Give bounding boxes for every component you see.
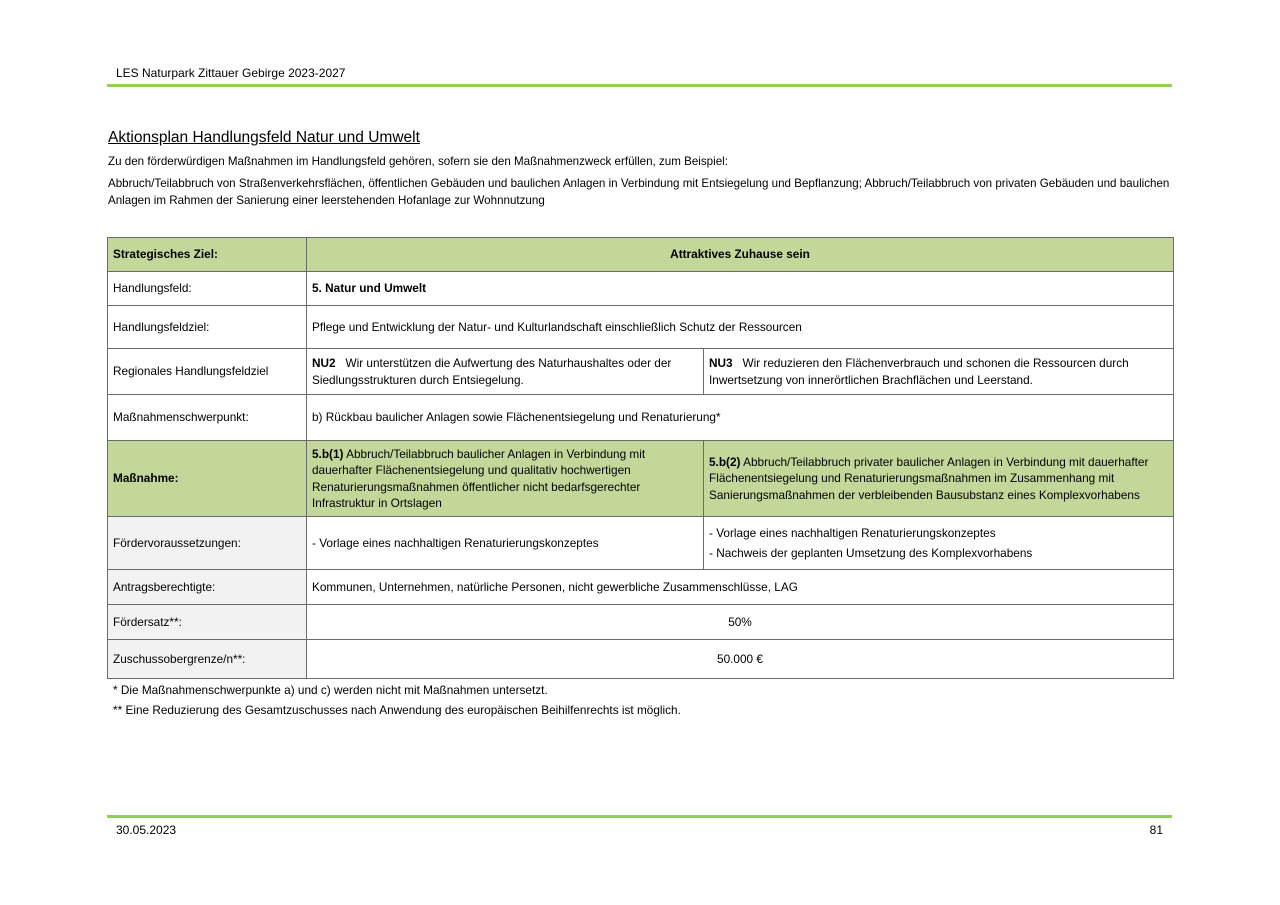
section-title: Aktionsplan Handlungsfeld Natur und Umwelt (108, 129, 420, 146)
measure-5b1-code: 5.b(1) (312, 446, 344, 461)
rate-value: 50% (307, 605, 1174, 640)
row-field-goal (108, 306, 1174, 349)
measure-5b1-text: Abbruch/Teilabbruch baulicher Anlagen in Verbindung mit dauerhafter Flächenentsiegelung und qualitativ hochwertigen Renaturierungsmaßnahmen öffentlicher nicht bedarfsgerechter Infrastruktur in Ortslagen (312, 446, 646, 510)
requirements-right-1: - Vorlage eines nachhaltigen Renaturierungskonzeptes (709, 526, 996, 540)
nu2-text: Wir unterstützen die Aufwertung des Naturhaushaltes oder der Siedlungsstrukturen durch Entsiegelung. (312, 356, 672, 387)
cap-value: 50.000 € (307, 640, 1174, 679)
focus-value: b) Rückbau baulicher Anlagen sowie Flächenentsiegelung und Renaturierung* (307, 395, 1174, 441)
regional-goal-nu3 (704, 349, 1174, 395)
focus-label: Maßnahmenschwerpunkt: (108, 395, 307, 441)
row-measure (108, 441, 1174, 517)
measure-5b2 (704, 441, 1174, 517)
strategic-goal-label: Strategisches Ziel: (108, 238, 307, 272)
intro-text: Zu den förderwürdigen Maßnahmen im Handlungsfeld gehören, sofern sie den Maßnahmenzweck erfüllen, zum Beispiel: (108, 155, 728, 168)
nu3-code: NU3 (709, 356, 733, 370)
row-regional-goal (108, 349, 1174, 395)
eligible-value: Kommunen, Unternehmen, natürliche Personen, nicht gewerbliche Zusammenschlüsse, LAG (307, 570, 1174, 605)
row-eligible (108, 570, 1174, 605)
footer-date: 30.05.2023 (116, 823, 177, 837)
measure-5b2-code: 5.b(2) (709, 454, 741, 469)
requirements-left: - Vorlage eines nachhaltigen Renaturierungskonzeptes (307, 517, 704, 570)
footer-rule (107, 815, 1172, 818)
field-label: Handlungsfeld: (108, 272, 307, 306)
regional-goal-label: Regionales Handlungsfeldziel (108, 349, 307, 395)
page-number: 81 (1149, 823, 1163, 837)
footnote-1: * Die Maßnahmenschwerpunkte a) und c) werden nicht mit Maßnahmen untersetzt. (113, 683, 548, 697)
row-strategic-goal (108, 238, 1174, 272)
rate-label: Fördersatz**: (108, 605, 307, 640)
measure-5b2-text: Abbruch/Teilabbruch privater baulicher Anlagen in Verbindung mit dauerhafter Flächenentsiegelung und Renaturierungsmaßnahmen im Zusammenhang mit Sanierungsmaßnahmen der verbleibenden Bausubstanz eines Komplexvorhabens (709, 454, 1149, 502)
strategic-goal-value: Attraktives Zuhause sein (307, 238, 1174, 272)
nu2-code: NU2 (312, 356, 336, 370)
row-rate (108, 605, 1174, 640)
field-goal-value: Pflege und Entwicklung der Natur- und Kulturlandschaft einschließlich Schutz der Ressourcen (307, 306, 1174, 349)
row-requirements (108, 517, 1174, 570)
regional-goal-nu2 (307, 349, 704, 395)
footnote-2: ** Eine Reduzierung des Gesamtzuschusses nach Anwendung des europäischen Beihilfenrechts ist möglich. (113, 703, 681, 717)
measure-5b1 (307, 441, 704, 517)
action-plan-table (107, 237, 1174, 679)
field-goal-label: Handlungsfeldziel: (108, 306, 307, 349)
requirements-right (704, 517, 1174, 570)
row-cap (108, 640, 1174, 679)
measure-label: Maßnahme: (108, 441, 307, 517)
nu3-text: Wir reduzieren den Flächenverbrauch und schonen die Ressourcen durch Inwertsetzung von innerörtlichen Brachflächen und Leerstand. (709, 356, 1129, 387)
example-text: Abbruch/Teilabbruch von Straßenverkehrsflächen, öffentlichen Gebäuden und baulichen Anlagen in Verbindung mit Entsiegelung und Bepflanzung; Abbruch/Teilabbruch von privaten Gebäuden und baulichen Anlagen im Rahmen der Sanierung einer leerstehenden Hofanlage zur Wohnnutzung (108, 177, 1170, 207)
cap-label: Zuschussobergrenze/n**: (108, 640, 307, 679)
eligible-label: Antragsberechtigte: (108, 570, 307, 605)
header-rule (107, 84, 1172, 87)
field-value: 5. Natur und Umwelt (307, 272, 1174, 306)
requirements-right-2: - Nachweis der geplanten Umsetzung des Komplexvorhabens (709, 546, 1033, 560)
row-field (108, 272, 1174, 306)
header-title: LES Naturpark Zittauer Gebirge 2023-2027 (116, 66, 346, 80)
requirements-label: Fördervoraussetzungen: (108, 517, 307, 570)
row-focus (108, 395, 1174, 441)
